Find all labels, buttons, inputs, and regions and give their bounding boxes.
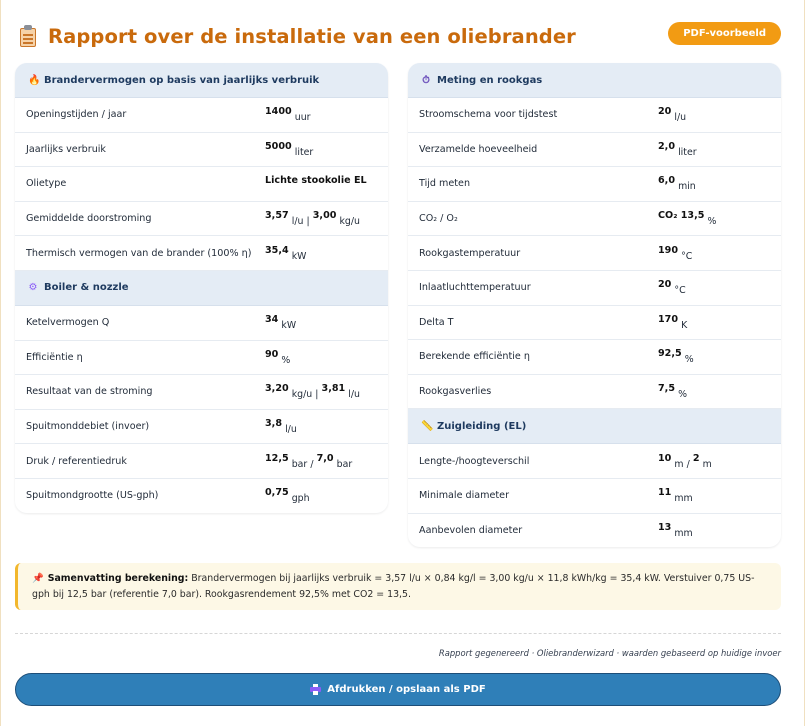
data-row	[408, 133, 781, 168]
section-title: Meting en rookgas	[437, 74, 543, 86]
value-separator: /	[686, 458, 690, 470]
row-value	[265, 175, 367, 189]
unit-secondary: l/u	[348, 389, 360, 401]
unit-primary: °C	[681, 250, 693, 262]
unit-primary: %	[707, 216, 717, 228]
data-row	[408, 98, 781, 133]
value-separator: |	[315, 389, 319, 401]
value-primary: 3,8	[265, 418, 282, 430]
section-title: Boiler & nozzle	[44, 282, 129, 294]
unit-secondary: kg/u	[339, 216, 360, 228]
row-label: Inlaatluchttemperatuur	[419, 282, 531, 294]
flame-icon: 🔥	[28, 74, 41, 86]
data-row	[15, 444, 388, 479]
unit-primary: °C	[674, 285, 686, 297]
row-value	[658, 521, 693, 539]
data-row	[15, 167, 388, 202]
value-primary: 170	[658, 313, 679, 325]
row-value	[658, 313, 688, 331]
unit-primary: l/u	[291, 216, 304, 228]
clipboard-icon	[18, 25, 38, 47]
pipe-icon: 📏	[421, 420, 434, 432]
row-value	[658, 140, 697, 158]
value-primary: 90	[265, 348, 279, 360]
value-primary: 10	[658, 452, 672, 464]
summary-text: Brandervermogen bij jaarlijks verbruik = 3,57 l/u × 0,84 kg/l = 3,00 kg/u × 11,8 kWh/kg = 35,4 kW. Verstuiver 0,75 US-gph bij 12,5 bar (referentie 7,0 bar). Rookgasrendement 92,5% met CO2 = 13,5.	[32, 573, 755, 600]
value-secondary: 3,81	[321, 383, 346, 395]
unit-primary: gph	[291, 493, 310, 505]
section-title: Brandervermogen op basis van jaarlijks verbruik	[44, 74, 320, 86]
row-label: Efficiëntie η	[26, 351, 83, 363]
data-row	[15, 236, 388, 271]
row-value	[265, 418, 297, 436]
row-value	[265, 210, 360, 228]
unit-secondary: bar	[336, 458, 353, 470]
row-value	[265, 487, 310, 505]
value-primary: 35,4	[265, 244, 289, 256]
row-value	[265, 314, 297, 332]
value-primary: 3,57	[265, 210, 289, 222]
row-label: Lengte-/hoogteverschil	[419, 455, 530, 467]
section-header	[15, 271, 388, 306]
row-label: Spuitmondgrootte (US-gph)	[26, 490, 159, 502]
row-value	[658, 452, 712, 470]
row-value	[658, 106, 687, 124]
value-primary: CO₂ 13,5	[658, 210, 705, 222]
value-primary: 190	[658, 244, 679, 256]
data-row	[15, 133, 388, 168]
row-value	[265, 140, 314, 158]
unit-primary: uur	[294, 112, 311, 124]
section-header	[408, 409, 781, 444]
value-primary: 34	[265, 314, 279, 326]
row-value	[658, 244, 693, 262]
unit-secondary: m	[702, 458, 712, 470]
unit-primary: bar	[291, 458, 308, 470]
row-label: Delta T	[419, 316, 454, 328]
value-primary: 6,0	[658, 175, 675, 187]
data-row	[408, 444, 781, 479]
row-value	[658, 487, 693, 505]
pdf-preview-badge[interactable]: PDF-voorbeeld	[668, 22, 781, 45]
unit-primary: kW	[291, 250, 307, 262]
row-label: Tijd meten	[419, 178, 471, 190]
row-label: Jaarlijks verbruik	[26, 143, 106, 155]
section-title: Zuigleiding (EL)	[437, 420, 527, 432]
unit-primary: kg/u	[291, 389, 313, 401]
row-value	[265, 348, 291, 366]
value-primary: 12,5	[265, 452, 289, 464]
data-row	[15, 375, 388, 410]
value-primary: 0,75	[265, 487, 289, 499]
unit-primary: liter	[678, 146, 697, 158]
pushpin-icon: 📌	[32, 573, 44, 584]
row-value	[265, 244, 307, 262]
row-value	[658, 279, 686, 297]
row-label: Stroomschema voor tijdstest	[419, 109, 558, 121]
unit-primary: %	[678, 389, 687, 401]
value-separator: /	[310, 458, 314, 470]
row-label: Aanbevolen diameter	[419, 524, 523, 536]
data-row	[15, 410, 388, 445]
footer-note: Rapport gegenereerd · Oliebranderwizard · waarden gebaseerd op huidige invoer	[438, 648, 781, 658]
value-primary: 2,0	[658, 140, 675, 152]
value-separator: |	[306, 216, 310, 228]
unit-primary: m	[674, 458, 684, 470]
row-label: Gemiddelde doorstroming	[26, 213, 152, 225]
gear-icon: ⚙	[28, 282, 38, 294]
stopwatch-icon: ⏱	[422, 74, 430, 86]
page-header	[18, 20, 781, 52]
printer-icon	[310, 684, 321, 695]
value-primary: 11	[658, 487, 672, 499]
data-row	[15, 98, 388, 133]
print-save-pdf-button[interactable]	[15, 673, 781, 706]
divider	[15, 633, 781, 634]
row-label: Rookgasverlies	[419, 386, 492, 398]
row-label: Druk / referentiedruk	[26, 455, 127, 467]
row-value	[265, 452, 353, 470]
value-primary: Lichte stookolie EL	[265, 175, 367, 187]
data-row	[408, 202, 781, 237]
page-title: Rapport over de installatie van een oliebrander	[48, 24, 576, 48]
unit-primary: l/u	[285, 424, 297, 436]
data-row	[408, 306, 781, 341]
data-row	[408, 167, 781, 202]
value-primary: 13	[658, 521, 672, 533]
unit-primary: mm	[674, 527, 693, 539]
value-secondary: 7,0	[316, 452, 334, 464]
unit-primary: %	[684, 354, 694, 366]
row-label: Resultaat van de stroming	[26, 386, 153, 398]
burner-power-card	[15, 63, 388, 513]
unit-primary: kW	[281, 320, 297, 332]
value-primary: 5000	[265, 140, 292, 152]
row-label: Ketelvermogen Q	[26, 317, 110, 329]
row-label: Berekende efficiëntie η	[419, 351, 530, 363]
summary-label: Samenvatting berekening:	[47, 573, 189, 584]
unit-primary: K	[681, 319, 688, 331]
value-primary: 7,5	[658, 383, 675, 395]
data-row	[408, 479, 781, 514]
data-row	[15, 306, 388, 341]
data-row	[408, 271, 781, 306]
row-label: Rookgastemperatuur	[419, 247, 521, 259]
data-row	[15, 341, 388, 376]
value-primary: 92,5	[658, 348, 682, 360]
value-primary: 1400	[265, 106, 292, 118]
data-row	[408, 236, 781, 271]
unit-primary: l/u	[674, 112, 687, 124]
row-label: Olietype	[26, 178, 67, 190]
value-primary: 20	[658, 106, 672, 118]
calculation-summary	[15, 563, 781, 610]
unit-primary: mm	[674, 493, 693, 505]
data-row	[408, 375, 781, 410]
value-secondary: 2	[692, 452, 700, 464]
row-label: CO₂ / O₂	[419, 213, 458, 225]
data-row	[15, 479, 388, 513]
unit-primary: min	[678, 181, 696, 193]
row-label: Spuitmonddebiet (invoer)	[26, 421, 150, 433]
data-row	[408, 514, 781, 547]
data-row	[15, 202, 388, 237]
section-header	[408, 63, 781, 98]
row-value	[658, 175, 696, 193]
unit-primary: liter	[294, 146, 314, 158]
row-label: Openingstijden / jaar	[26, 109, 127, 121]
row-label: Minimale diameter	[419, 490, 510, 502]
row-label: Verzamelde hoeveelheid	[419, 143, 538, 155]
value-primary: 20	[658, 279, 672, 291]
value-primary: 3,20	[265, 383, 289, 395]
section-header	[15, 63, 388, 98]
value-secondary: 3,00	[312, 210, 337, 222]
row-label: Thermisch vermogen van de brander (100% η)	[26, 247, 252, 259]
row-value	[265, 106, 311, 124]
measurement-card	[408, 63, 781, 547]
row-value	[658, 348, 694, 366]
row-value	[658, 383, 687, 401]
row-value	[658, 210, 717, 228]
row-value	[265, 383, 360, 401]
unit-primary: %	[281, 354, 291, 366]
data-row	[408, 340, 781, 375]
print-button-label: Afdrukken / opslaan als PDF	[327, 684, 486, 695]
